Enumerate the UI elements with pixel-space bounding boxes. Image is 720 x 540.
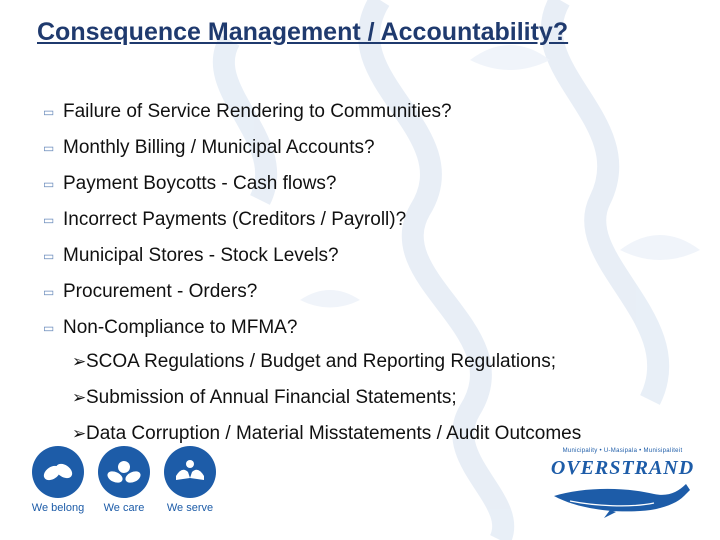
whale-icon [550, 470, 695, 520]
bullet-marker-icon: ▭ [43, 177, 55, 191]
bullet-marker-icon: ▭ [43, 321, 55, 335]
sub-bullet-list [72, 344, 581, 452]
list-item [43, 202, 452, 238]
slide-title: Consequence Management / Accountability? [37, 18, 569, 46]
overstrand-name: OVERSTRAND [550, 457, 695, 479]
arrow-bullet-icon: ➢ [72, 424, 87, 443]
overstrand-logo [550, 448, 695, 520]
hands-belong-icon [32, 446, 84, 498]
bullet-marker-icon: ▭ [43, 141, 55, 155]
arrow-bullet-icon: ➢ [72, 352, 87, 371]
bullet-text: Procurement - Orders? [63, 281, 258, 302]
bullet-text: Municipal Stores - Stock Levels? [63, 245, 339, 266]
sub-bullet-text: Submission of Annual Financial Statements; [86, 387, 457, 408]
bullet-marker-icon: ▭ [43, 285, 55, 299]
logo-caption: We serve [166, 502, 214, 514]
hands-serve-icon [164, 446, 216, 498]
list-item [43, 94, 452, 130]
bullet-marker-icon: ▭ [43, 249, 55, 263]
sub-bullet-text: Data Corruption / Material Misstatements / Audit Outcomes [86, 423, 582, 444]
bullet-text: Incorrect Payments (Creditors / Payroll)? [63, 209, 407, 230]
logo-caption: We belong [31, 502, 85, 514]
bullet-text: Failure of Service Rendering to Communities? [63, 101, 452, 122]
logo-we-belong [28, 446, 88, 514]
list-item [43, 166, 452, 202]
bullet-text: Payment Boycotts - Cash flows? [63, 173, 337, 194]
sub-list-item [72, 344, 581, 380]
bullet-list [43, 94, 452, 346]
list-item [43, 274, 452, 310]
bullet-text: Non-Compliance to MFMA? [63, 317, 298, 338]
hands-care-icon [98, 446, 150, 498]
logo-we-care [94, 446, 154, 514]
bullet-text: Monthly Billing / Municipal Accounts? [63, 137, 375, 158]
list-item [43, 130, 452, 166]
overstrand-tagline: Municipality • U-Masipala • Munisipaliteit [562, 448, 683, 454]
sub-list-item [72, 380, 581, 416]
bullet-marker-icon: ▭ [43, 213, 55, 227]
arrow-bullet-icon: ➢ [72, 388, 87, 407]
list-item [43, 238, 452, 274]
bullet-marker-icon: ▭ [43, 105, 55, 119]
logo-caption: We care [103, 502, 145, 514]
list-item [43, 310, 452, 346]
sub-bullet-text: SCOA Regulations / Budget and Reporting Regulations; [86, 351, 557, 372]
logo-we-serve [160, 446, 220, 514]
